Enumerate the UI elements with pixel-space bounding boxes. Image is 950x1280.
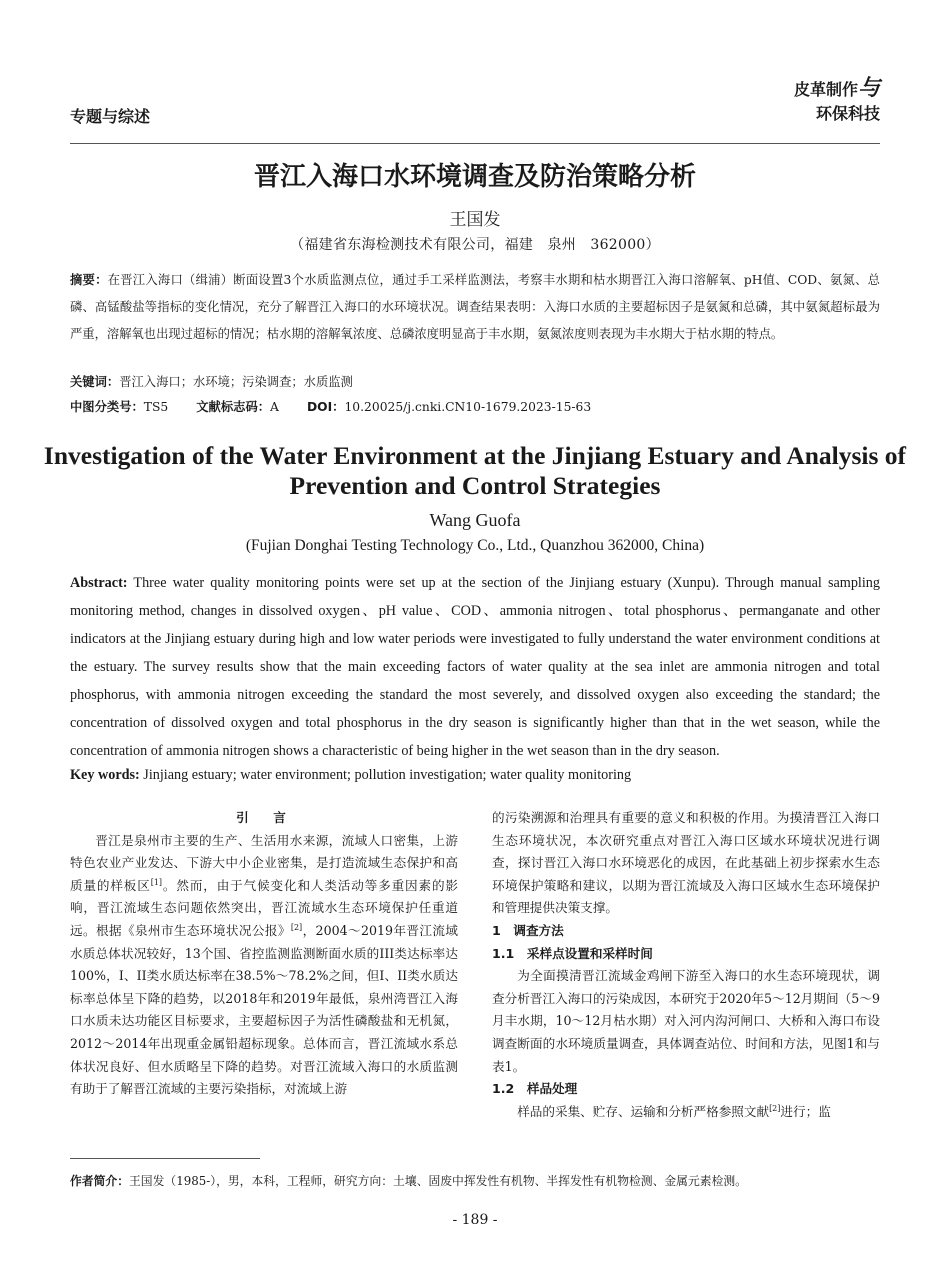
doi-label: DOI： (306, 400, 345, 414)
keywords-en-text: Jinjiang estuary; water environment; pollution investigation; water quality monitoring (143, 767, 632, 783)
author-cn: 王国发 (449, 210, 501, 230)
doc-code-label: 文献标志码： (196, 400, 271, 414)
title-en: Investigation of the Water Environment at the Jinjiang Estuary and Analysis of Prevention and Control Strategies (43, 441, 907, 500)
journal-logo-mark: 与 (857, 75, 880, 101)
abstract-en-text: Three water quality monitoring points were set up at the section of the Jinjiang estuary (Xunpu). Through manual sampling monitoring method, changes in dissolved oxygen、pH value、COD、ammonia nitrogen、total phosphorus、permanganate and other indicators at the Jinjiang estuary during high and low water periods were investigated to fully understand the water environment conditions at the estuary. The survey results show that the main exceeding factors of water quality at the sea inlet are ammonia nitrogen and total phosphorus, with ammonia nitrogen exceeding the standard the most severely, and dissolved oxygen also exceeding the standard; the concentration of dissolved oxygen and total phosphorus in the dry season is significantly higher than that in the wet season, while the concentration of ammonia nitrogen shows a characteristic of being higher in the wet season than in the dry season. (70, 575, 880, 759)
keywords-cn (70, 372, 353, 390)
citation-ref: [1] (150, 877, 163, 887)
affiliation-en: (Fujian Donghai Testing Technology Co., Ltd., Quanzhou 362000, China) (245, 537, 705, 554)
page-number: - 189 - (452, 1212, 498, 1228)
intro-paragraph-cont: 的污染溯源和治理具有重要的意义和积极的作用。为摸清晋江入海口生态环境状况，本次研究重点对晋江入海口区域水环境状况进行调查，探讨晋江入海口水环境恶化的成因，在此基础上初步探索水生态环境保护策略和建议，以期为晋江流域及入海口区域水生态环境保护和管理提供决策支撑。 (492, 810, 880, 916)
clc-label: 中图分类号： (70, 400, 144, 414)
journal-name (794, 76, 880, 126)
keywords-cn-text: 晋江入海口；水环境；污染调查；水质监测 (119, 375, 353, 389)
footnote-rule (70, 1158, 260, 1159)
clc-value: TS5 (143, 400, 169, 414)
sampling-paragraph: 为全面摸清晋江流域金鸡闸下游至入海口的水生态环境现状，调查分析晋江入海口的污染成因，本研究于2020年5～12月期间（5～9月丰水期，10～12月枯水期）对入河内沟河闸口、大桥和入海口布设调查断面的水环境质量调查，具体调查站位、时间和方法，见图1和与表1。 (492, 968, 880, 1074)
footnote-label: 作者简介： (70, 1174, 129, 1188)
section-label: 专题与综述 (70, 107, 151, 126)
section-heading-1: 1 调查方法 (492, 922, 564, 938)
doc-code-value: A (270, 400, 279, 414)
footnote-text: 王国发（1985-），男，本科，工程师，研究方向：土壤、固废中挥发性有机物、半挥发性有机物检测、金属元素检测。 (129, 1174, 747, 1188)
body-column-right (492, 807, 880, 1123)
abstract-en (70, 569, 880, 765)
citation-ref: [2] (769, 1103, 781, 1113)
citation-ref: [2] (290, 922, 303, 932)
journal-line2: 环保科技 (815, 104, 880, 123)
journal-line1: 皮革制作 (793, 80, 858, 99)
abstract-cn-text: 在晋江入海口（缉浦）断面设置3个水质监测点位，通过手工采样监测法，考察丰水期和枯水期晋江入海口溶解氧、pH值、COD、氨氮、总磷、高锰酸盐等指标的变化情况，充分了解晋江入海口的水环境状况。调查结果表明：入海口水质的主要超标因子是氨氮和总磷，其中氨氮超标最为严重，溶解氧也出现过超标的情况；枯水期的溶解氧浓度、总磷浓度明显高于丰水期，氨氮浓度则表现为丰水期大于枯水期的特点。 (70, 273, 880, 341)
intro-paragraph: 晋江是泉州市主要的生产、生活用水来源，流域人口密集，上游特色农业产业发达、下游大中小企业密集，是打造流域生态保护和高质量的样板区[1]。然而，由于气候变化和人类活动等多重因素的影响，晋江流域生态问题依然突出，晋江流域水生态环境保护任重道远。根据《泉州市生态环境状况公报》[2]，2004～2019年晋江流域水质总体状况较好，13个国、省控监测监测断面水质的III类达标率达100%，I、II类水质达标率在38.5%～78.2%之间，但I、II类水质达标率总体呈下降的趋势，以2018年和2019年最低，泉州湾晋江入海口水质未达功能区目标要求，主要超标因子为活性磷酸盐和无机氮，2012～2014年出现重金属铅超标现象。总体而言，晋江流域水系总体状况良好、但水质略呈下降的趋势。对晋江流域入海口的水质监测有助于了解晋江流域的主要污染指标，对流域上游 (70, 832, 459, 1097)
processing-paragraph: 样品的采集、贮存、运输和分析严格参照文献[2]进行；监 (517, 1103, 831, 1119)
author-en: Wang Guofa (429, 510, 521, 530)
doi-value: 10.20025/j.cnki.CN10-1679.2023-15-63 (344, 400, 592, 414)
abstract-cn (70, 267, 880, 348)
title-cn: 晋江入海口水环境调查及防治策略分析 (253, 162, 696, 192)
keywords-en (70, 767, 631, 784)
author-footnote (70, 1172, 747, 1189)
keywords-cn-label: 关键词： (70, 375, 120, 389)
abstract-en-label: Abstract: (70, 575, 128, 591)
affiliation-cn: （福建省东海检测技术有限公司，福建 泉州 362000） (290, 237, 660, 253)
body-column-left (70, 807, 458, 1101)
classification-line (70, 397, 591, 415)
keywords-en-label: Key words: (70, 767, 140, 783)
section-heading-1-1: 1.1 采样点设置和采样时间 (492, 945, 653, 961)
intro-heading: 引 言 (236, 810, 292, 825)
abstract-cn-label: 摘要： (70, 273, 108, 287)
section-heading-1-2: 1.2 样品处理 (492, 1081, 578, 1097)
header-rule (70, 143, 880, 144)
